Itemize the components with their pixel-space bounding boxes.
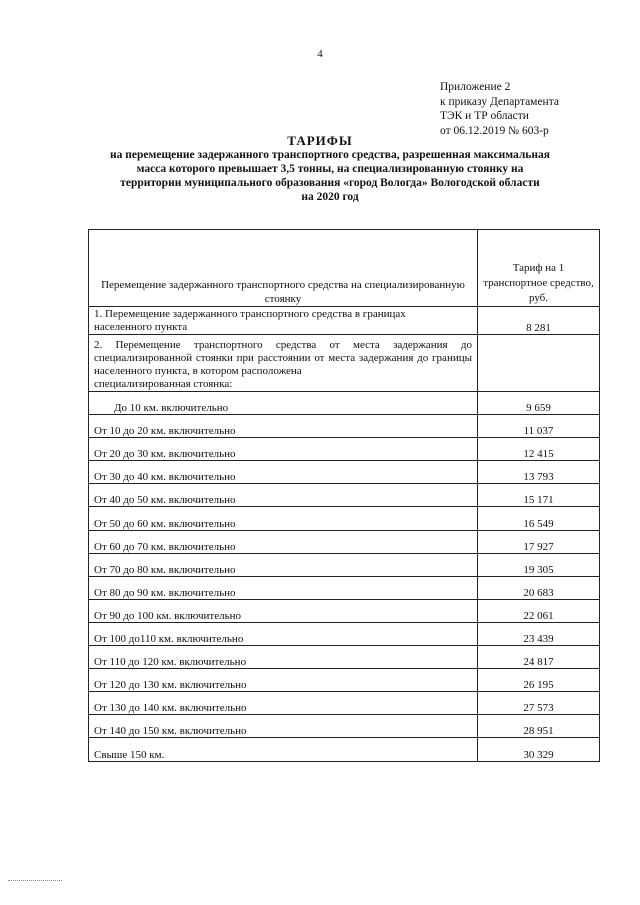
section-2-description (89, 335, 478, 392)
table-row (89, 438, 600, 461)
tariff-price: 12 415 (478, 438, 600, 461)
tariff-price: 16 549 (478, 507, 600, 530)
distance-label: От 60 до 70 км. включительно (89, 530, 478, 553)
tariff-price: 15 171 (478, 484, 600, 507)
tariff-price: 11 037 (478, 415, 600, 438)
tariff-table (88, 229, 600, 762)
table-row-section-2 (89, 335, 600, 392)
table-header-row (89, 230, 600, 307)
table-row (89, 669, 600, 692)
distance-label: От 20 до 30 км. включительно (89, 438, 478, 461)
tariff-price: 23 439 (478, 622, 600, 645)
section-2-text-last: специализированная стоянка: (94, 378, 233, 390)
page-number: 4 (317, 48, 323, 60)
distance-label: От 100 до110 км. включительно (89, 622, 478, 645)
tariff-price: 20 683 (478, 576, 600, 599)
subtitle-line: территории муниципального образования «город Вологда» Вологодской области (120, 177, 540, 189)
subtitle-line: на перемещение задержанного транспортного средства, разрешенная максимальная (110, 149, 550, 161)
table-row (89, 622, 600, 645)
tariff-price: 22 061 (478, 599, 600, 622)
footer-mark (8, 880, 62, 882)
section-2-price-empty (478, 335, 600, 392)
distance-label: От 80 до 90 км. включительно (89, 576, 478, 599)
table-row (89, 715, 600, 738)
table-row-section-1 (89, 307, 600, 335)
table-row (89, 692, 600, 715)
appendix-line: от 06.12.2019 № 603-р (440, 124, 549, 137)
header-price: Тариф на 1 транспортное средство, руб. (478, 230, 600, 307)
table-row (89, 415, 600, 438)
distance-label: От 40 до 50 км. включительно (89, 484, 478, 507)
table-row (89, 392, 600, 415)
section-1-description (89, 307, 478, 335)
table-row (89, 599, 600, 622)
table-row (89, 484, 600, 507)
distance-label: От 10 до 20 км. включительно (89, 415, 478, 438)
appendix-block (440, 80, 630, 138)
appendix-line: ТЭК и ТР области (440, 110, 529, 122)
tariff-price: 19 305 (478, 553, 600, 576)
subtitle-line: масса которого превышает 3,5 тонны, на специализированную стоянку на (136, 163, 524, 175)
document-subtitle (80, 148, 580, 204)
table-row (89, 646, 600, 669)
tariff-price: 30 329 (478, 738, 600, 761)
tariff-price: 28 951 (478, 715, 600, 738)
section-1-text: 1. Перемещение задержанного транспортного средства в границах (94, 308, 406, 320)
appendix-line: Приложение 2 (440, 81, 511, 93)
table-row (89, 461, 600, 484)
table-row (89, 576, 600, 599)
section-1-text-last: населенного пункта (94, 321, 188, 333)
tariff-price: 13 793 (478, 461, 600, 484)
distance-label: От 120 до 130 км. включительно (89, 669, 478, 692)
header-description: Перемещение задержанного транспортного средства на специализированную стоянку (89, 230, 478, 307)
tariff-price: 17 927 (478, 530, 600, 553)
distance-label: От 130 до 140 км. включительно (89, 692, 478, 715)
distance-label: От 50 до 60 км. включительно (89, 507, 478, 530)
section-2-text: 2. Перемещение транспортного средства от места задержания до специализированной стоянки при расстоянии от места задержания до границы населенного пункта, в котором расположена (94, 339, 472, 377)
section-1-price: 8 281 (478, 307, 600, 335)
distance-label: От 30 до 40 км. включительно (89, 461, 478, 484)
distance-label: До 10 км. включительно (89, 392, 478, 415)
tariff-price: 26 195 (478, 669, 600, 692)
table-row (89, 507, 600, 530)
tariff-price: 27 573 (478, 692, 600, 715)
distance-label: От 110 до 120 км. включительно (89, 646, 478, 669)
tariff-price: 9 659 (478, 392, 600, 415)
document-title: ТАРИФЫ (287, 133, 353, 148)
table-row (89, 553, 600, 576)
distance-label: От 70 до 80 км. включительно (89, 553, 478, 576)
table-row (89, 530, 600, 553)
appendix-line: к приказу Департамента (440, 95, 559, 108)
distance-label: Свыше 150 км. (89, 738, 478, 761)
distance-label: От 140 до 150 км. включительно (89, 715, 478, 738)
subtitle-line: на 2020 год (301, 191, 359, 203)
distance-label: От 90 до 100 км. включительно (89, 599, 478, 622)
table-row (89, 738, 600, 761)
tariff-price: 24 817 (478, 646, 600, 669)
